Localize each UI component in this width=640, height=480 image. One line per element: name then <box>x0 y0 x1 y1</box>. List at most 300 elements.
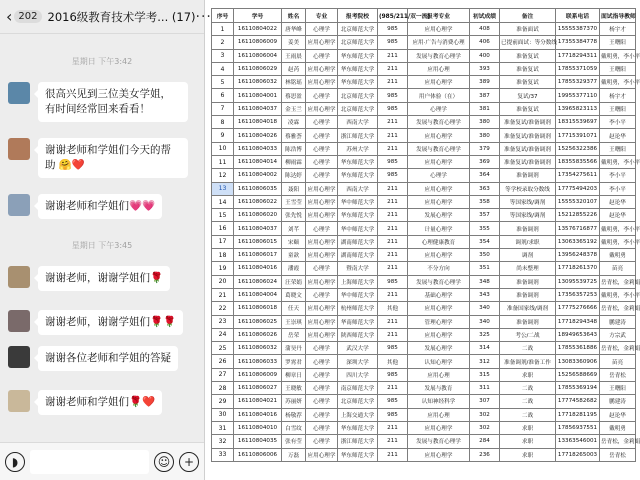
table-cell[interactable]: 350 <box>470 249 500 262</box>
table-cell[interactable]: 准备复试 <box>500 62 556 75</box>
table-cell[interactable]: 400 <box>470 49 500 62</box>
table-cell[interactable]: 10 <box>212 142 234 155</box>
table-cell[interactable]: 16110806018 <box>234 302 282 315</box>
table-cell[interactable]: 21 <box>212 288 234 301</box>
table-cell[interactable]: 发展与教育心理学 <box>408 142 470 155</box>
message-bubble[interactable]: 谢谢老师，谢谢学姐们🌹🌹 <box>38 310 183 335</box>
table-cell[interactable]: 北京师范大学 <box>338 102 378 115</box>
table-cell[interactable]: 16110806009 <box>234 36 282 49</box>
table-cell[interactable]: 16110804016 <box>234 408 282 421</box>
table-cell[interactable]: 17715391071 <box>556 129 600 142</box>
table-cell[interactable]: 17775276666 <box>556 302 600 315</box>
message-bubble[interactable]: 很高兴见到三位美女学姐，有时间经常回来看看！ <box>38 82 188 122</box>
avatar[interactable] <box>8 138 30 160</box>
table-cell[interactable]: 准备复试/准备调剂 <box>500 142 556 155</box>
table-cell[interactable]: 万磊 <box>282 448 306 461</box>
table-cell[interactable]: 上海交通大学 <box>338 408 378 421</box>
table-cell[interactable]: 葛晓文 <box>282 288 306 301</box>
table-cell[interactable]: 应用心理学 <box>306 209 338 222</box>
table-cell[interactable]: 211 <box>378 142 408 155</box>
table-cell[interactable]: 聂阳 <box>282 182 306 195</box>
message-bubble[interactable]: 谢谢老师和学姐们🌹❤️ <box>38 390 162 415</box>
table-cell[interactable]: 计量心理学 <box>408 222 470 235</box>
table-cell[interactable]: 17775494203 <box>556 182 600 195</box>
table-cell[interactable]: 心理学 <box>306 342 338 355</box>
table-cell[interactable]: 16110806032 <box>234 342 282 355</box>
table-cell[interactable]: 13965823113 <box>556 102 600 115</box>
table-cell[interactable]: 心理学 <box>306 382 338 395</box>
table-cell[interactable]: 准备调剂 <box>500 275 556 288</box>
table-cell[interactable]: 16110804014 <box>234 155 282 168</box>
table-cell[interactable]: 18355835566 <box>556 155 600 168</box>
table-cell[interactable]: 唐华峰 <box>282 23 306 36</box>
table-cell[interactable]: 16110806027 <box>234 382 282 395</box>
column-header[interactable]: 面试指导教师 <box>600 9 636 23</box>
table-cell[interactable]: 应用心理学 <box>408 302 470 315</box>
table-cell[interactable]: 13095539725 <box>556 275 600 288</box>
table-cell[interactable]: 戴明勇，李小平 <box>600 288 636 301</box>
table-cell[interactable]: 406 <box>470 36 500 49</box>
table-cell[interactable]: 211 <box>378 235 408 248</box>
table-cell[interactable]: 用户体验（在） <box>408 89 470 102</box>
table-cell[interactable]: 358 <box>470 195 500 208</box>
table-cell[interactable]: 北京师范大学 <box>338 395 378 408</box>
table-cell[interactable]: 华东师范大学 <box>338 421 378 434</box>
column-header[interactable]: 报考专业 <box>408 9 470 23</box>
table-cell[interactable]: 应用心理学 <box>306 249 338 262</box>
table-cell[interactable]: 戴明勇，李小平 <box>600 235 636 248</box>
table-cell[interactable]: 鹏建涛 <box>600 315 636 328</box>
table-cell[interactable]: 戴明勇 <box>600 421 636 434</box>
column-header[interactable]: 学号 <box>234 9 282 23</box>
table-cell[interactable]: 岳荣 <box>282 328 306 341</box>
table-cell[interactable]: 985 <box>378 155 408 168</box>
table-cell[interactable]: 16110804037 <box>234 102 282 115</box>
table-cell[interactable]: 13956248378 <box>556 249 600 262</box>
table-cell[interactable]: 陕西师范大学 <box>338 328 378 341</box>
table-cell[interactable]: 20 <box>212 275 234 288</box>
table-cell[interactable]: 17356357253 <box>556 288 600 301</box>
table-cell[interactable]: 985 <box>378 342 408 355</box>
table-cell[interactable]: 心理学 <box>306 435 338 448</box>
table-cell[interactable]: 准备调剂/准备工作 <box>500 355 556 368</box>
table-cell[interactable]: 发展心理学 <box>408 209 470 222</box>
column-header[interactable]: 初试成绩 <box>470 9 500 23</box>
table-cell[interactable]: 211 <box>378 328 408 341</box>
table-cell[interactable]: 17 <box>212 235 234 248</box>
table-cell[interactable]: 心理学 <box>306 89 338 102</box>
table-cell[interactable]: 13083360906 <box>556 355 600 368</box>
table-cell[interactable]: 16110806024 <box>234 275 282 288</box>
table-cell[interactable]: 岳青松 <box>600 368 636 381</box>
table-cell[interactable]: 赵芮 <box>282 62 306 75</box>
table-cell[interactable]: 211 <box>378 222 408 235</box>
table-cell[interactable]: 393 <box>470 62 500 75</box>
back-button[interactable] <box>6 6 42 26</box>
table-cell[interactable]: 应用心理学 <box>408 249 470 262</box>
table-cell[interactable]: 准备复试/准备调剂 <box>500 116 556 129</box>
table-cell[interactable]: 复试/37 <box>500 89 556 102</box>
table-cell[interactable]: 211 <box>378 116 408 129</box>
table-cell[interactable]: 等学校录取分数线 <box>500 182 556 195</box>
table-cell[interactable]: 3 <box>212 49 234 62</box>
table-cell[interactable]: 13 <box>212 182 234 195</box>
table-cell[interactable]: 18 <box>212 249 234 262</box>
table-cell[interactable]: 5 <box>212 76 234 89</box>
table-cell[interactable]: 357 <box>470 209 500 222</box>
table-cell[interactable]: 211 <box>378 195 408 208</box>
table-cell[interactable]: 准备复试 <box>500 102 556 115</box>
message-bubble[interactable]: 谢谢老师和学姐们今天的帮助 🤗❤️ <box>38 138 188 178</box>
table-cell[interactable]: 12 <box>212 169 234 182</box>
table-cell[interactable]: 赵论华 <box>600 408 636 421</box>
table-cell[interactable]: 尚未整理 <box>500 262 556 275</box>
table-cell[interactable]: 准备复试/准备调剂 <box>500 129 556 142</box>
table-cell[interactable]: 林铭瑶 <box>282 76 306 89</box>
table-cell[interactable]: 284 <box>470 435 500 448</box>
avatar[interactable] <box>8 266 30 288</box>
table-cell[interactable]: 应用心理学 <box>306 182 338 195</box>
table-cell[interactable]: 1 <box>212 23 234 36</box>
table-cell[interactable]: 童歆 <box>282 249 306 262</box>
avatar[interactable] <box>8 390 30 412</box>
table-cell[interactable]: 柳雨霖 <box>282 155 306 168</box>
table-cell[interactable]: 岳青松，金莉娟 <box>600 435 636 448</box>
table-cell[interactable]: 准备复试/准备调剂 <box>500 155 556 168</box>
table-cell[interactable]: 32 <box>212 435 234 448</box>
table-cell[interactable]: 苏丽妍 <box>282 395 306 408</box>
table-cell[interactable]: 华东师范大学 <box>338 62 378 75</box>
table-cell[interactable]: 13576716877 <box>556 222 600 235</box>
table-cell[interactable]: 381 <box>470 102 500 115</box>
table-cell[interactable]: 380 <box>470 116 500 129</box>
table-cell[interactable]: 17355384778 <box>556 36 600 49</box>
table-cell[interactable]: 应用心理学 <box>306 36 338 49</box>
table-cell[interactable]: 17855369194 <box>556 382 600 395</box>
table-cell[interactable]: 985 <box>378 89 408 102</box>
table-cell[interactable]: 蔡思盈 <box>282 89 306 102</box>
table-cell[interactable]: 华中师范大学 <box>338 195 378 208</box>
table-cell[interactable]: 985 <box>378 23 408 36</box>
table-cell[interactable]: 杭州师范大学 <box>338 302 378 315</box>
table-cell[interactable]: 华东师范大学 <box>338 209 378 222</box>
table-cell[interactable]: 19 <box>212 262 234 275</box>
table-cell[interactable]: 应用心理学 <box>408 448 470 461</box>
table-cell[interactable]: 姜美 <box>282 36 306 49</box>
table-cell[interactable]: 28 <box>212 382 234 395</box>
table-cell[interactable]: 17718294311 <box>556 49 600 62</box>
table-cell[interactable]: 29 <box>212 395 234 408</box>
table-cell[interactable]: 33 <box>212 448 234 461</box>
table-cell[interactable]: 二战 <box>500 382 556 395</box>
table-cell[interactable]: 17718281195 <box>556 408 600 421</box>
table-cell[interactable]: 325 <box>470 328 500 341</box>
table-cell[interactable]: 369 <box>470 155 500 168</box>
table-cell[interactable]: 354 <box>470 235 500 248</box>
table-cell[interactable]: 18315539697 <box>556 116 600 129</box>
table-cell[interactable]: 343 <box>470 288 500 301</box>
table-cell[interactable]: 李小平 <box>600 182 636 195</box>
table-cell[interactable]: 调剂/求职 <box>500 235 556 248</box>
table-cell[interactable]: 深圳大学 <box>338 355 378 368</box>
table-cell[interactable]: 戴明勇 <box>600 249 636 262</box>
table-cell[interactable]: 岳青松，金莉娟 <box>600 275 636 288</box>
table-cell[interactable]: 应用心理学 <box>408 76 470 89</box>
table-cell[interactable]: 16110806015 <box>234 235 282 248</box>
table-cell[interactable]: 211 <box>378 262 408 275</box>
table-cell[interactable]: 应用心理学 <box>306 328 338 341</box>
table-cell[interactable]: 307 <box>470 395 500 408</box>
table-cell[interactable]: 苗亮 <box>600 355 636 368</box>
table-cell[interactable]: 985 <box>378 169 408 182</box>
table-cell[interactable]: 15256322386 <box>556 142 600 155</box>
table-cell[interactable]: 211 <box>378 129 408 142</box>
table-cell[interactable]: 应用心理学 <box>408 155 470 168</box>
table-cell[interactable]: 211 <box>378 249 408 262</box>
table-cell[interactable]: 387 <box>470 89 500 102</box>
table-cell[interactable]: 戴明勇，李小平 <box>600 49 636 62</box>
table-cell[interactable]: 16110804033 <box>234 142 282 155</box>
table-cell[interactable]: 16110804037 <box>234 222 282 235</box>
table-cell[interactable]: 心理学 <box>306 169 338 182</box>
table-cell[interactable]: 岳青松，金莉娟 <box>600 342 636 355</box>
table-cell[interactable]: 张有莹 <box>282 435 306 448</box>
table-cell[interactable]: 24 <box>212 328 234 341</box>
table-cell[interactable]: 心理学 <box>306 129 338 142</box>
table-cell[interactable]: 16110804010 <box>234 421 282 434</box>
table-cell[interactable]: 基础心理学 <box>408 288 470 301</box>
table-cell[interactable]: 苏州大学 <box>338 142 378 155</box>
table-cell[interactable]: 15 <box>212 209 234 222</box>
table-cell[interactable]: 236 <box>470 448 500 461</box>
table-cell[interactable]: 南京师范大学 <box>338 382 378 395</box>
table-cell[interactable]: 7 <box>212 102 234 115</box>
table-cell[interactable]: 22 <box>212 302 234 315</box>
table-cell[interactable]: 准备调剂 <box>500 288 556 301</box>
table-cell[interactable]: 汪荣娟 <box>282 275 306 288</box>
table-cell[interactable]: 211 <box>378 49 408 62</box>
table-cell[interactable]: 348 <box>470 275 500 288</box>
table-cell[interactable]: 16110804018 <box>234 116 282 129</box>
table-cell[interactable]: 浙江师范大学 <box>338 129 378 142</box>
table-cell[interactable]: 华南师范大学 <box>338 315 378 328</box>
table-cell[interactable]: 准备面试 <box>500 23 556 36</box>
plus-icon[interactable]: + <box>179 452 199 472</box>
table-cell[interactable]: 340 <box>470 302 500 315</box>
table-cell[interactable]: 发展与教育心理学 <box>408 116 470 129</box>
table-cell[interactable]: 准备复试 <box>500 49 556 62</box>
table-cell[interactable]: 其他 <box>378 302 408 315</box>
table-cell[interactable]: 应用心理学 <box>408 182 470 195</box>
table-cell[interactable]: 16110806026 <box>234 328 282 341</box>
table-cell[interactable]: 16110804022 <box>234 23 282 36</box>
table-cell[interactable]: 鹏建涛 <box>600 395 636 408</box>
table-cell[interactable]: 985 <box>378 395 408 408</box>
table-cell[interactable]: 11 <box>212 155 234 168</box>
table-cell[interactable]: 发展与教育心理学 <box>408 49 470 62</box>
table-cell[interactable]: 18949653643 <box>556 328 600 341</box>
table-cell[interactable]: 15212855226 <box>556 209 600 222</box>
table-cell[interactable]: 杨宇才 <box>600 89 636 102</box>
table-cell[interactable]: 17718265003 <box>556 448 600 461</box>
table-cell[interactable]: 379 <box>470 142 500 155</box>
column-header[interactable]: 联系电话 <box>556 9 600 23</box>
table-cell[interactable]: 26 <box>212 355 234 368</box>
column-header[interactable]: 备注 <box>500 9 556 23</box>
message-bubble[interactable]: 谢谢老师和学姐们💗💗 <box>38 194 162 219</box>
table-cell[interactable]: 发展与教育 <box>408 382 470 395</box>
table-cell[interactable]: 准备国家线/调剂 <box>500 302 556 315</box>
table-cell[interactable]: 985 <box>378 275 408 288</box>
table-cell[interactable]: 16110804021 <box>234 395 282 408</box>
table-cell[interactable]: 17718294348 <box>556 315 600 328</box>
table-cell[interactable]: 应用心理学 <box>306 315 338 328</box>
table-cell[interactable]: 王雪莹 <box>282 195 306 208</box>
table-cell[interactable]: 15555320107 <box>556 195 600 208</box>
table-cell[interactable]: 任天 <box>282 302 306 315</box>
table-cell[interactable]: 16110804001 <box>234 89 282 102</box>
table-cell[interactable]: 潘霞 <box>282 262 306 275</box>
table-cell[interactable]: 蔡雅荟 <box>282 129 306 142</box>
table-cell[interactable]: 华东师范大学 <box>338 49 378 62</box>
table-cell[interactable]: 应用心理学 <box>306 275 338 288</box>
column-header[interactable]: 姓名 <box>282 9 306 23</box>
table-cell[interactable]: 应用心理 <box>408 408 470 421</box>
table-cell[interactable]: 心理学 <box>306 155 338 168</box>
table-cell[interactable]: 17354275611 <box>556 169 600 182</box>
table-cell[interactable]: 心理学 <box>306 49 338 62</box>
table-cell[interactable]: 16110806006 <box>234 448 282 461</box>
table-cell[interactable]: 19955377110 <box>556 89 600 102</box>
table-cell[interactable]: 16110806029 <box>234 62 282 75</box>
avatar[interactable] <box>8 346 30 368</box>
table-cell[interactable]: 8 <box>212 116 234 129</box>
table-cell[interactable]: 985 <box>378 368 408 381</box>
table-cell[interactable]: 华东师范大学 <box>338 76 378 89</box>
table-cell[interactable]: 其他 <box>378 355 408 368</box>
table-cell[interactable]: 应用心理学 <box>306 195 338 208</box>
table-cell[interactable]: 蒲昊丹 <box>282 342 306 355</box>
table-cell[interactable]: 张先悦 <box>282 209 306 222</box>
table-cell[interactable]: 求职 <box>500 448 556 461</box>
table-cell[interactable]: 四川大学 <box>338 368 378 381</box>
table-cell[interactable]: 315 <box>470 368 500 381</box>
table-cell[interactable]: 心理学 <box>408 102 470 115</box>
table-cell[interactable]: 华中师范大学 <box>338 288 378 301</box>
table-cell[interactable]: 应用心理学 <box>306 102 338 115</box>
table-cell[interactable]: 2 <box>212 36 234 49</box>
table-cell[interactable]: 武汉大学 <box>338 342 378 355</box>
table-cell[interactable]: 314 <box>470 342 500 355</box>
table-cell[interactable]: 北京师范大学 <box>338 89 378 102</box>
table-cell[interactable]: 准备复试 <box>500 76 556 89</box>
table-cell[interactable]: 华中师范大学 <box>338 222 378 235</box>
table-cell[interactable]: 312 <box>470 355 500 368</box>
table-cell[interactable]: 16 <box>212 222 234 235</box>
table-cell[interactable]: 311 <box>470 382 500 395</box>
table-cell[interactable]: 心理学 <box>306 368 338 381</box>
table-cell[interactable]: 王崇琪 <box>282 315 306 328</box>
table-cell[interactable]: 认知神经科学 <box>408 395 470 408</box>
table-cell[interactable]: 心理学 <box>306 262 338 275</box>
table-cell[interactable]: 16110806009 <box>234 368 282 381</box>
table-cell[interactable]: 心理学 <box>306 222 338 235</box>
table-cell[interactable]: 等国家线/调剂 <box>500 195 556 208</box>
table-cell[interactable]: 方宗武 <box>600 328 636 341</box>
table-cell[interactable]: 凌霖 <box>282 116 306 129</box>
table-cell[interactable]: 211 <box>378 435 408 448</box>
table-cell[interactable]: 准备调剂 <box>500 315 556 328</box>
table-cell[interactable]: 暨南大学 <box>338 262 378 275</box>
table-cell[interactable]: 应用心理学 <box>408 195 470 208</box>
table-cell[interactable]: 340 <box>470 315 500 328</box>
table-cell[interactable]: 15256588669 <box>556 368 600 381</box>
table-cell[interactable]: 应用心理学 <box>306 76 338 89</box>
table-cell[interactable]: 16110806022 <box>234 195 282 208</box>
message-input[interactable] <box>30 450 149 474</box>
table-cell[interactable]: 16110804004 <box>234 288 282 301</box>
table-cell[interactable]: 应用心理学 <box>408 328 470 341</box>
table-cell[interactable]: 211 <box>378 448 408 461</box>
table-cell[interactable]: 准备调剂 <box>500 169 556 182</box>
table-cell[interactable]: 16110806025 <box>234 315 282 328</box>
table-cell[interactable]: 西南大学 <box>338 116 378 129</box>
table-cell[interactable]: 17856937551 <box>556 421 600 434</box>
table-cell[interactable]: 380 <box>470 129 500 142</box>
table-cell[interactable]: 二战 <box>500 408 556 421</box>
table-cell[interactable]: 408 <box>470 23 500 36</box>
emoji-icon[interactable]: ☺ <box>154 452 174 472</box>
table-cell[interactable]: 16110806004 <box>234 49 282 62</box>
table-cell[interactable]: 355 <box>470 222 500 235</box>
table-cell[interactable]: 求职 <box>500 435 556 448</box>
table-cell[interactable]: 北京师范大学 <box>338 36 378 49</box>
table-cell[interactable]: 985 <box>378 36 408 49</box>
table-cell[interactable]: 17855361886 <box>556 342 600 355</box>
table-cell[interactable]: 17774582682 <box>556 395 600 408</box>
table-cell[interactable]: 二战 <box>500 395 556 408</box>
table-cell[interactable]: 心理学 <box>306 142 338 155</box>
table-cell[interactable]: 柳章日 <box>282 368 306 381</box>
table-cell[interactable]: 王曙阳 <box>600 36 636 49</box>
table-cell[interactable]: 刘芊 <box>282 222 306 235</box>
table-cell[interactable]: 16110806033 <box>234 355 282 368</box>
table-cell[interactable]: 364 <box>470 169 500 182</box>
table-cell[interactable]: 9 <box>212 129 234 142</box>
table-cell[interactable]: 岳青松 <box>600 448 636 461</box>
table-cell[interactable]: 23 <box>212 315 234 328</box>
table-cell[interactable]: 湖南师范大学 <box>338 249 378 262</box>
column-header[interactable]: 专业 <box>306 9 338 23</box>
table-cell[interactable]: 岳青松，金莉娟 <box>600 302 636 315</box>
table-cell[interactable]: 25 <box>212 342 234 355</box>
table-cell[interactable]: 211 <box>378 182 408 195</box>
table-cell[interactable]: 苗亮 <box>600 262 636 275</box>
message-bubble[interactable]: 谢谢各位老师和学姐的答疑 <box>38 346 178 371</box>
table-cell[interactable]: 应用心理学 <box>408 23 470 36</box>
table-cell[interactable]: 351 <box>470 262 500 275</box>
table-cell[interactable]: 王曙阳 <box>600 102 636 115</box>
table-cell[interactable]: 6 <box>212 89 234 102</box>
table-cell[interactable]: 211 <box>378 288 408 301</box>
table-cell[interactable]: 发展与教育心理学 <box>408 435 470 448</box>
table-cell[interactable]: 西南大学 <box>338 182 378 195</box>
table-cell[interactable]: 16110806032 <box>234 76 282 89</box>
table-cell[interactable]: 白雪纹 <box>282 421 306 434</box>
table-cell[interactable]: 陈浩博 <box>282 142 306 155</box>
table-cell[interactable]: 389 <box>470 76 500 89</box>
table-cell[interactable]: 调剂 <box>500 249 556 262</box>
